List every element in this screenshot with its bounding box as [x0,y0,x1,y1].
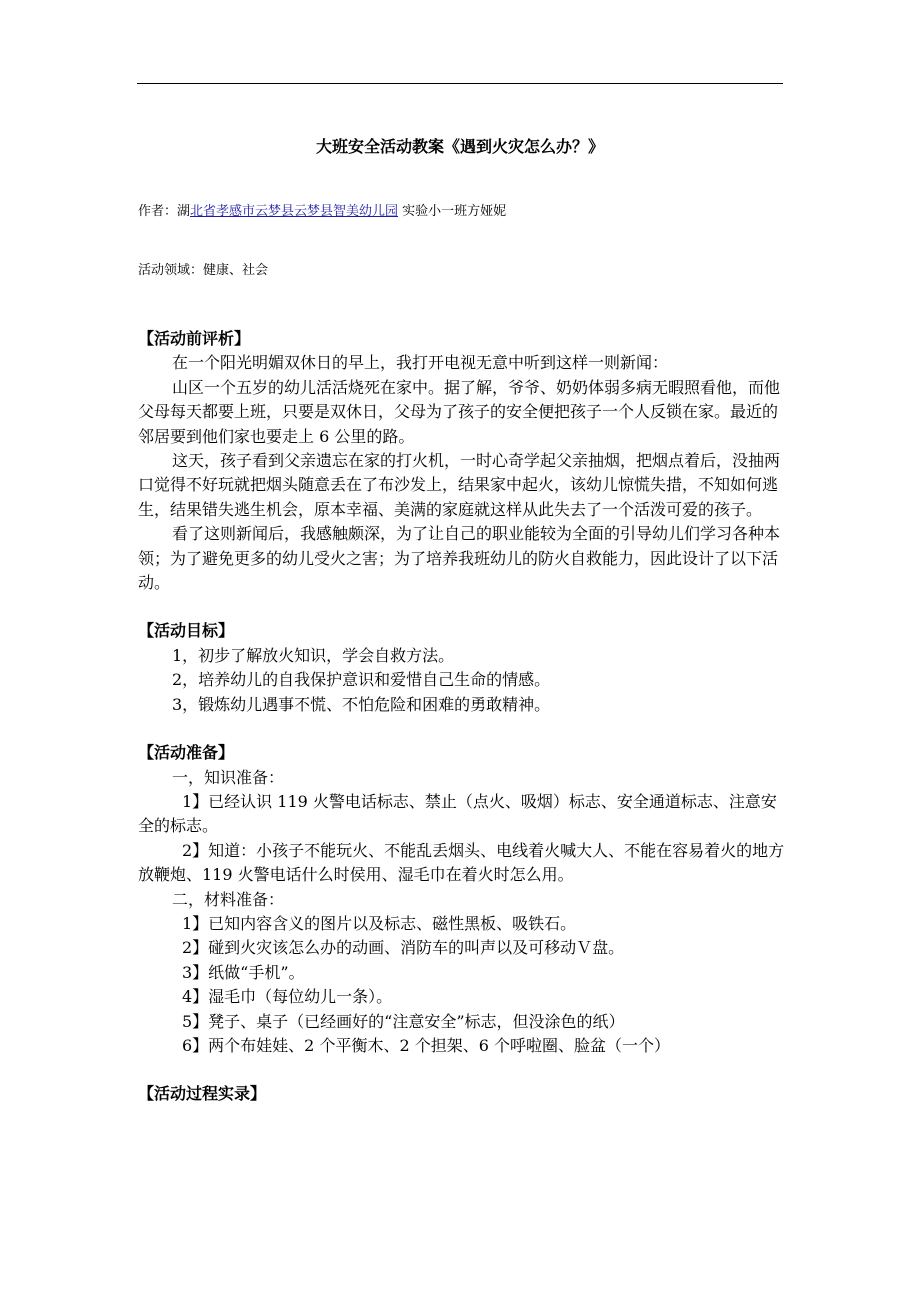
analysis-paragraph: 山区一个五岁的幼儿活活烧死在家中。据了解，爷爷、奶奶体弱多病无暇照看他，而他父母每天都要上班，只要是双休日，父母为了孩子的安全便把孩子一个人反锁在家。最近的邻居要到他们家也要走上 6 公里的路。 [138,377,781,446]
goal-item: 3，锻炼幼儿遇事不慌、不怕危险和困难的勇敢精神。 [172,694,551,714]
document-title: 大班安全活动教案《遇到火灾怎么办？》 [315,137,604,156]
goal-item: 1，初步了解放火知识，学会自救方法。 [172,645,455,665]
spacer [138,1058,788,1082]
analysis-paragraph: 在一个阳光明媚双休日的早上，我打开电视无意中听到这样一则新闻： [172,353,669,373]
section-heading-process: 【活动过程实录】 [138,1084,267,1104]
author-link[interactable]: 北省孝感市云梦县云梦县智美幼儿园 [190,204,399,219]
section-heading-prep: 【活动准备】 [138,743,235,763]
material-item: 4】湿毛巾（每位幼儿一条）。 [182,987,393,1007]
knowledge-label: 一，知识准备： [172,767,285,787]
knowledge-item: 1】已经认识 119 火警电话标志、禁止（点火、吸烟）标志、安全通道标志、注意安全的标志。 [138,791,777,836]
material-label: 二，材料准备： [172,889,285,909]
analysis-paragraph: 看了这则新闻后，我感触颇深，为了让自己的职业能较为全面的引导幼儿们学习各种本领；为了避免更多的幼儿受火之害；为了培养我班幼儿的防火自救能力，因此设计了以下活动。 [138,524,781,593]
knowledge-item: 2】知道：小孩子不能玩火、不能乱丢烟头、电线着火喊大人、不能在容易着火的地方放鞭炮、119 火警电话什么时侯用、湿毛巾在着火时怎么用。 [138,840,785,885]
activity-domain: 活动领域：健康、社会 [138,263,269,278]
material-item: 3】纸做“手机”。 [182,962,305,982]
goal-item: 2，培养幼儿的自我保护意识和爱惜自己生命的情感。 [172,670,551,690]
material-item: 5】凳子、桌子（已经画好的“注意安全”标志，但没涂色的纸） [182,1011,625,1031]
analysis-paragraph: 这天，孩子看到父亲遗忘在家的打火机，一时心奇学起父亲抽烟，把烟点着后，没抽两口觉得不好玩就把烟头随意丢在了布沙发上，结果家中起火，该幼儿惊慌失措，不知如何逃生，结果错失逃生机会，原本幸福、美满的家庭就这样从此失去了一个活泼可爱的孩子。 [138,451,781,519]
document-body [138,327,788,1107]
author-prefix: 作者：湖 [138,204,191,219]
section-heading-analysis: 【活动前评析】 [138,329,251,348]
spacer [138,595,788,619]
material-item: 6】两个布娃娃、2 个平衡木、2 个担架、6 个呼啦圈、脸盆（一个） [182,1035,670,1055]
material-item: 2】碰到火灾该怎么办的动画、消防车的叫声以及可移动Ｖ盘。 [182,938,625,958]
header-rule [137,83,783,84]
spacer [138,717,788,741]
section-heading-goals: 【活动目标】 [138,621,235,641]
author-line [138,203,506,221]
material-item: 1】已知内容含义的图片以及标志、磁性黑板、吸铁石。 [182,913,577,933]
author-suffix: 实验小一班方娅妮 [398,204,507,219]
